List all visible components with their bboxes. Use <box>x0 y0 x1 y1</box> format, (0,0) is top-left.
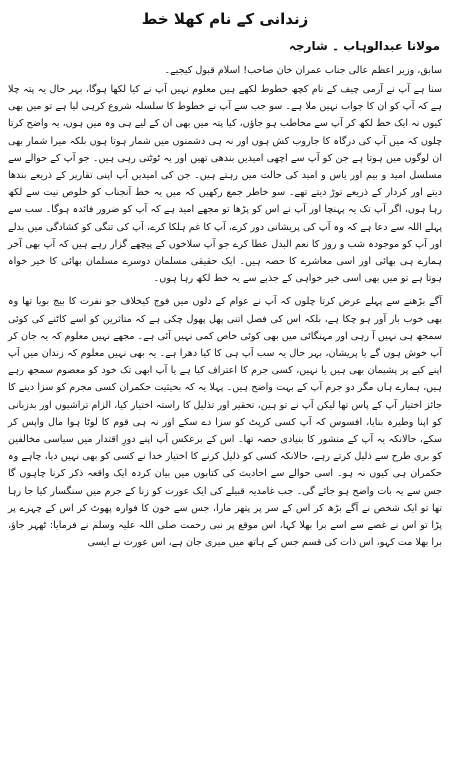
article-title: زندانی کے نام کھلا خط <box>141 10 309 28</box>
article-salutation: سابق، وزیر اعظم عالی جناب عمران خان صاحب! اسلام قبول کیجیے۔ <box>164 65 442 76</box>
article-author: مولانا عبدالوہاب ۔ شارجہ <box>288 39 440 53</box>
article-paragraph: سنا ہے آپ نے آرمی چیف کے نام کچھ خطوط لکھے ہیں معلوم نہیں آپ نے کیا لکھا ہوگا، بہر حال یہ پتہ چلا ہے کہ آپ کو ان کا جواب نہیں ملا ہے۔ سو جب سے آپ نے خطوط کا سلسلہ شروع کرہی لیا ہے تو میں بھی کیوں نہ ایک خط لکھ کر آپ سے مخاطب ہو جاؤں، کیا پتہ میں بھی ان کے لیے ہی وہ میں ہوں، یہ واضح کرتا چلوں کہ میں آپ کی درگاہ کا جاروب کش ہوں اور نہ ہی دشمنوں میں شمار ہوتا ہوں بلکہ میرا شمار بھی ان لوگوں میں ہوتا ہے جن کو آپ سے اچھی امیدیں بندھی تھیں اور یہ ٹوٹتی رہی ہیں۔ جو آپ کے حوالے سے مسلسل امید و بیم اور یاس و امید کی حالت میں رہتے ہیں۔ جن کی امیدیں آپ اپنی تقاریر کے ذریعے بندھا دیتے اور کردار کے ذریعے توڑ دیتے تھے۔ سو خاطر جمع رکھیں کہ میں یہ خط آنجناب کو خلوص نیت سے لکھ رہا ہوں، اگر آپ تک یہ پہنچا اور آپ نے اس کو پڑھا تو مجھے امید ہے کہ آپ کو ضرور فائدہ ہوگا۔ سب سے پہلے اللہ سے دعا ہے کہ وہ آپ کی پریشانی دور کرے، آپ کا غم ہلکا کرے، آپ کی تنگی کو کشادگی میں بدلے اور آپ کو موجودہ شب و روز کا نعم البدل عطا کرے جو آپ سلاخوں کے پیچھے گزار رہے ہیں کہ آپ بھی آخر ہمارے ہی بھائی اور اسی معاشرے کا حصہ ہیں۔ ایک حقیقی مسلمان دوسرے مسلمان بھائی کا خیر خواہ ہوتا ہے تو میں بھی اسی خیر خواہی کے جذبے سے یہ خط لکھ رہا ہوں۔ <box>8 84 442 285</box>
article-paragraph: آگے بڑھنے سے پہلے عرض کرتا چلوں کہ آپ نے عوام کے دلوں میں فوج کیخلاف جو نفرت کا بیج بویا تھا وہ بھی خوب بار آور ہو چکا ہے، بلکہ اس کی فصل اتنی پھل پھول چکی ہے کہ متاثرین کو اسے کاٹنے کی کوئی سمجھ ہی نہیں آ رہی اور مہنگائی میں بھی کوئی خاص کمی نہیں آئی ہے۔ مجھے نہیں معلوم کہ یہ جان کر آپ خوش ہوں گے یا پریشان، بہر حال یہ سب آپ ہی کا کیا دھرا ہے۔ یہ بھی نہیں معلوم کہ زندان میں آپ اپنے کیے پر پشیمان بھی ہیں یا نہیں، کسی جرم کا اعتراف کیا ہے یا آپ ابھی تک خود کو معصوم سمجھ رہے ہیں، ہمارے ہاں مگر دو جرم آپ کے بہت واضح ہیں۔ پہلا یہ کہ بحیثیت حکمران کسی مجرم کو سزا دینے کا جائز اختیار آپ کے پاس تھا لیکن آپ نے تو ہین، تحقیر اور تذلیل کا راستہ اختیار کیا، الزام تراشیوں اور بدزبانی کو اپنا وطیرہ بنایا، افسوس کہ آپ کسی کرپٹ کو سزا دے سکے اور نہ ہی قوم کا لوٹا ہوا مال واپس کر سکے، حالانکہ یہ آپ کے منشور کا بنیادی حصہ تھا۔ اس کے برعکس آپ اپنے دورِ اقتدار میں سیاسی مخالفین کو بری طرح سے ذلیل کرتے رہے، حالانکہ کسی کو ذلیل کرنے کا اختیار خدا نے کسی کو بھی نہیں دیا، چاہے وہ حکمران ہی کیوں نہ ہو۔ اسی حوالے سے احادیث کی کتابوں میں بیان کردہ ایک واقعہ ذکر کرنا چاہوں گا جس سے یہ بات واضح ہو جائے گی۔ جب غامدیہ قبیلے کی ایک عورت کو زنا کے جرم میں سنگسار کیا جا رہا تھا تو ایک شخص نے آگے بڑھ کر اس کے سر پر پتھر مارا، جس سے خون کا فوارہ پھوٹ کر اس کے چہرے پر پڑا تو اس نے غصے سے اسے برا بھلا کہا، اس موقع پر نبی رحمت صلی اللہ علیہ وسلم نے فرمایا: ٹھہر جاؤ، برا بھلا مت کہو، اس ذات کی قسم جس کے ہاتھ میں میری جان ہے، اس عورت نے ایسی <box>8 296 442 549</box>
